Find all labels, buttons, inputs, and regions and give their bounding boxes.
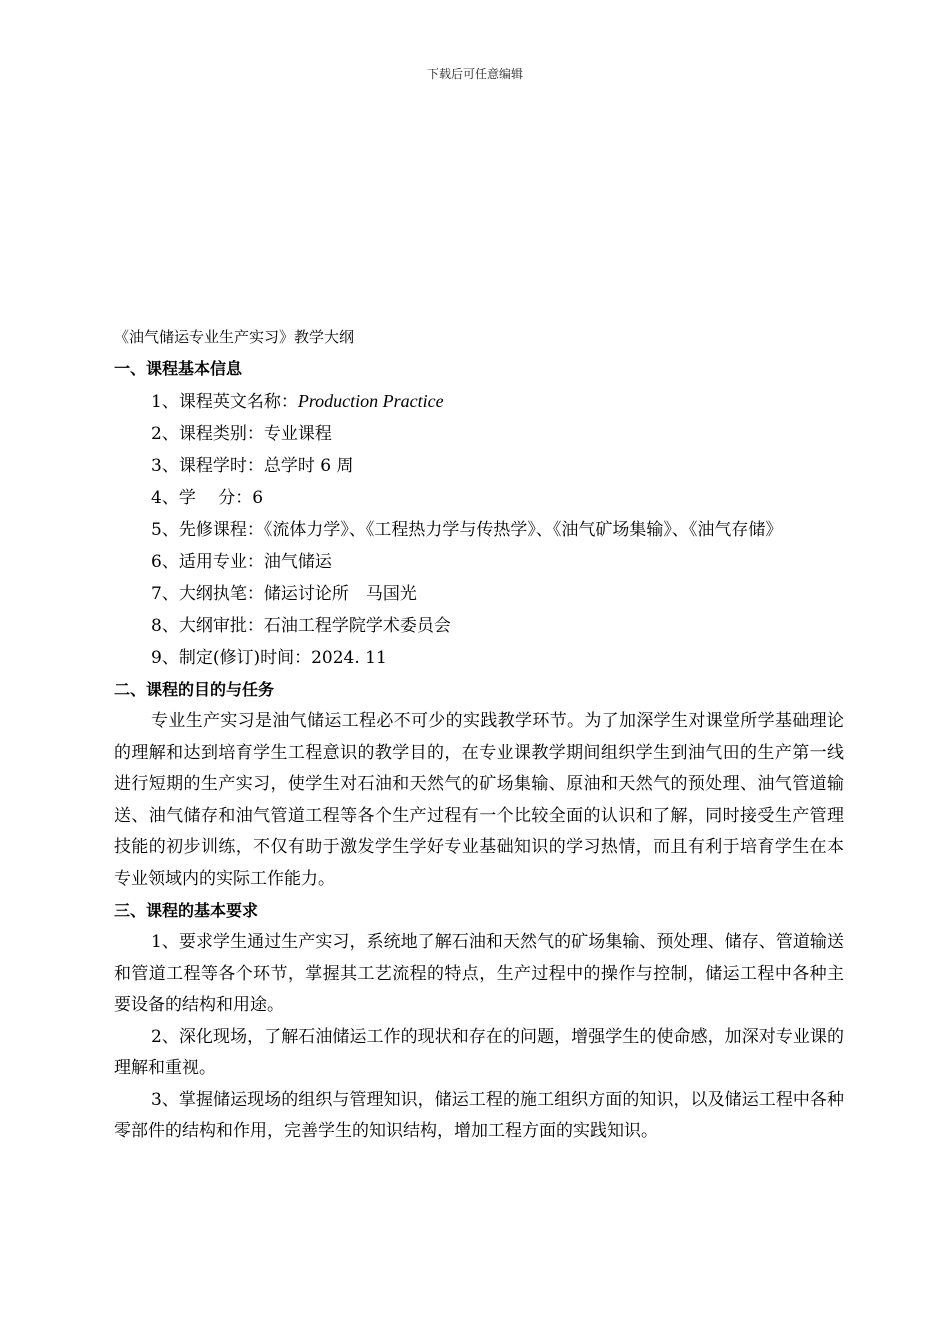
info-label: 4、学 分：: [151, 488, 253, 508]
section-heading-basic-info: 一、课程基本信息: [114, 359, 243, 378]
info-item-approval: [114, 610, 844, 642]
document-body: [114, 323, 844, 1148]
info-item-major: [114, 546, 844, 578]
info-value: 2024. 11: [311, 648, 387, 668]
info-value: 油气储运: [263, 552, 332, 572]
info-value: 6: [252, 488, 264, 508]
section-heading-purpose: 二、课程的目的与任务: [114, 680, 275, 699]
info-label: 7、大纲执笔：: [151, 584, 264, 604]
requirement-paragraph: 1、要求学生通过生产实习，系统地了解石油和天然气的矿场集输、预处理、储存、管道输送和管道工程等各个环节，掌握其工艺流程的特点，生产过程中的操作与控制，储运工程中各种主要设备的结构和用途。: [114, 932, 844, 1015]
info-value: 《流体力学》、《工程热力学与传热学》、《油气矿场集输》、《油气存储》: [263, 520, 783, 540]
info-label: 9、制定(修订)时间：: [151, 648, 312, 668]
info-item-revision-date: [114, 642, 844, 674]
info-item-hours: [114, 450, 844, 482]
info-label: 6、适用专业：: [151, 552, 264, 572]
info-label: 2、课程类别：: [151, 424, 264, 444]
info-item-english-name: [114, 385, 844, 418]
info-label: 8、大纲审批：: [151, 616, 264, 636]
basic-info-list: [114, 385, 844, 674]
document-title: 《油气储运专业生产实习》教学大纲: [114, 328, 355, 346]
info-value: 总学时 6 周: [263, 456, 354, 476]
info-value: Production Practice: [297, 391, 444, 411]
info-label: 1、课程英文名称：: [151, 392, 298, 412]
info-value: 专业课程: [263, 424, 332, 444]
info-label: 3、课程学时：: [151, 456, 264, 476]
header-note: 下载后可任意编辑: [426, 67, 523, 81]
info-value: 石油工程学院学术委员会: [263, 616, 451, 636]
section-heading-requirements: 三、课程的基本要求: [114, 901, 259, 920]
info-item-prerequisites: [114, 514, 844, 546]
info-item-category: [114, 418, 844, 450]
info-item-credits: [114, 482, 844, 514]
info-value: 储运讨论所 马国光: [263, 584, 417, 604]
info-label: 5、先修课程：: [151, 520, 264, 540]
requirement-paragraph: 2、深化现场，了解石油储运工作的现状和存在的问题，增强学生的使命感，加深对专业课的理解和重视。: [114, 1026, 844, 1078]
info-item-author: [114, 578, 844, 610]
requirement-paragraph: 3、掌握储运现场的组织与管理知识，储运工程的施工组织方面的知识，以及储运工程中各种零部件的结构和作用，完善学生的知识结构，增加工程方面的实践知识。: [114, 1089, 844, 1141]
purpose-paragraph: 专业生产实习是油气储运工程必不可少的实践教学环节。为了加深学生对课堂所学基础理论的理解和达到培育学生工程意识的教学目的，在专业课教学期间组织学生到油气田的生产第一线进行短期的生产实习，使学生对石油和天然气的矿场集输、原油和天然气的预处理、油气管道输送、油气储存和油气管道工程等各个生产过程有一个比较全面的认识和了解，同时接受生产管理技能的初步训练，不仅有助于激发学生学好专业基础知识的学习热情，而且有利于培育学生在本专业领域内的实际工作能力。: [114, 711, 844, 889]
